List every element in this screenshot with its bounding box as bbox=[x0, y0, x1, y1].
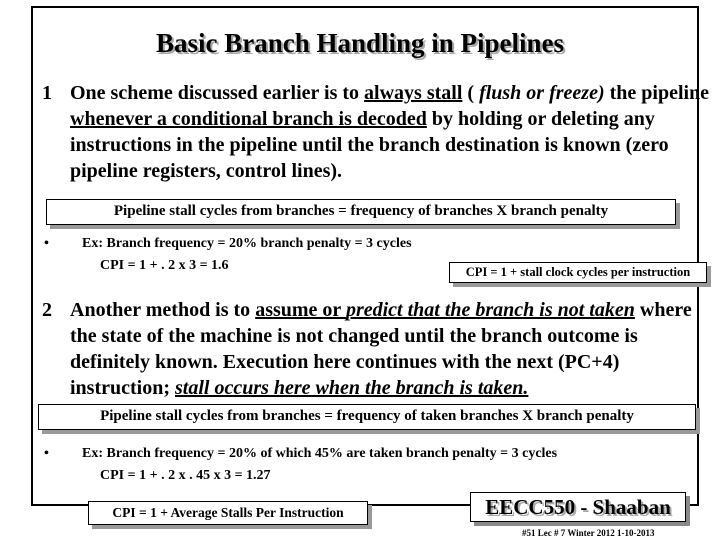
slide-title: Basic Branch Handling in Pipelines bbox=[155, 28, 565, 58]
example-2-line-2: CPI = 1 + . 2 x . 45 x 3 = 1.27 bbox=[100, 468, 271, 483]
point-2-number: 2 bbox=[42, 299, 52, 321]
slide-footer: #51 Lec # 7 Winter 2012 1-10-2013 bbox=[522, 528, 655, 538]
point-1-text bbox=[70, 80, 710, 184]
point-2-text-b: where the state of the machine is not changed until the branch outcome is definitely known. Execution here continues with the next (PC+4) instruction; bbox=[70, 299, 692, 399]
example-2-line-1: Ex: Branch frequency = 20% of which 45% are taken branch penalty = 3 cycles bbox=[82, 446, 558, 461]
point-1-text-b: ( bbox=[462, 82, 480, 104]
point-1-number: 1 bbox=[42, 82, 52, 104]
example-1-line-2: CPI = 1 + . 2 x 3 = 1.6 bbox=[100, 258, 229, 273]
point-1-text-a: One scheme discussed earlier is to bbox=[70, 82, 365, 104]
point-2-text bbox=[70, 297, 720, 401]
stall-when-taken-text: stall occurs here when the branch is taken. bbox=[175, 377, 529, 399]
always-stall-text: always stall bbox=[364, 82, 463, 104]
predict-not-taken-text: predict that the branch is not taken bbox=[345, 299, 635, 321]
point-2-text-a: Another method is to bbox=[70, 299, 256, 321]
bullet-1: • bbox=[44, 236, 49, 251]
formula-1-box: Pipeline stall cycles from branches = frequency of branches X branch penalty bbox=[46, 199, 676, 225]
avg-stalls-box: CPI = 1 + Average Stalls Per Instruction bbox=[88, 501, 368, 525]
cpi-box: CPI = 1 + stall clock cycles per instruction bbox=[449, 262, 707, 283]
course-title-box: EECC550 - Shaaban bbox=[470, 492, 686, 522]
formula-2-box: Pipeline stall cycles from branches = frequency of taken branches X branch penalty bbox=[38, 404, 696, 430]
assume-or-text: assume or bbox=[255, 299, 346, 321]
point-1-text-d: by holding or deleting any instructions in the pipeline until the branch destination is known (zero pipeline registers, control lines). bbox=[70, 108, 669, 182]
example-1-line-1: Ex: Branch frequency = 20% branch penalty = 3 cycles bbox=[82, 236, 412, 251]
point-1-text-c: the pipeline bbox=[604, 82, 710, 104]
bullet-2: • bbox=[44, 446, 49, 461]
branch-decoded-text: whenever a conditional branch is decoded bbox=[70, 108, 427, 130]
flush-or-freeze-text: flush or freeze) bbox=[479, 82, 605, 104]
